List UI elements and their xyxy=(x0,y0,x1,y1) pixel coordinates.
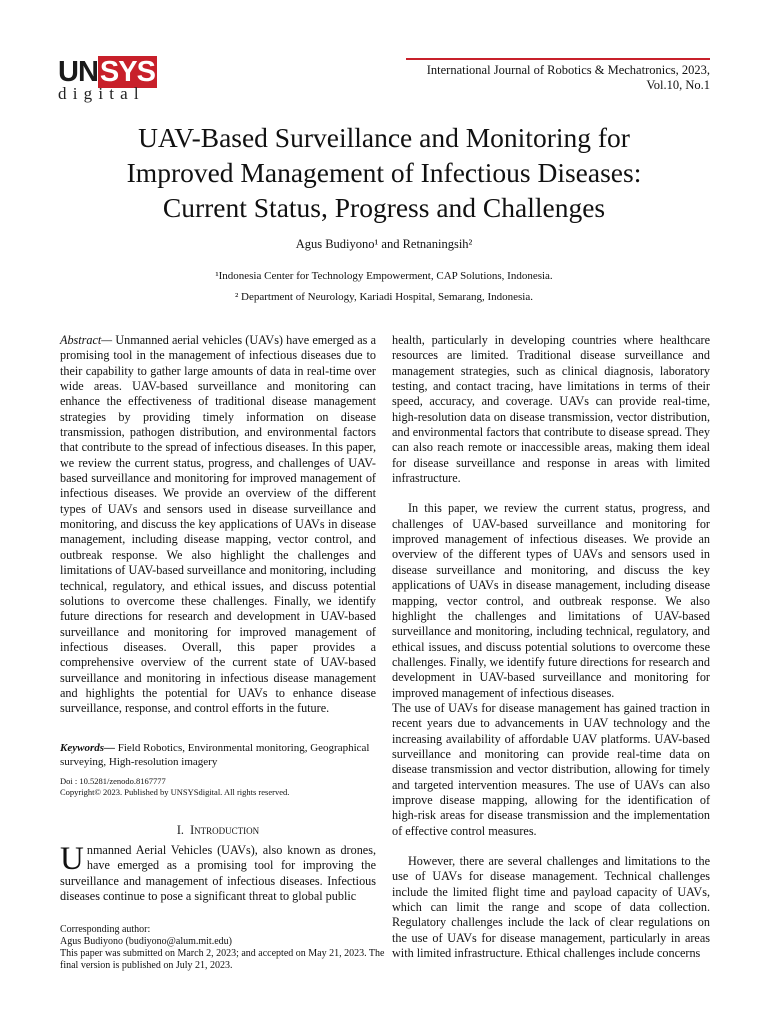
right-column xyxy=(392,333,710,961)
header-rule xyxy=(406,58,710,60)
doi: Doi : 10.5281/zenodo.8167777 xyxy=(60,776,166,786)
journal-line-1: International Journal of Robotics & Mechatronics, 2023, xyxy=(426,63,710,77)
drop-cap: U xyxy=(60,841,84,877)
keywords-text: Field Robotics, Environmental monitoring, Geographical surveying, High-resolution imagery xyxy=(60,742,370,768)
logo-sys: SYS xyxy=(99,56,155,88)
footnote-line-1: Corresponding author: xyxy=(60,924,151,935)
body-paragraph-2: In this paper, we review the current status, progress, and challenges of UAV-based surveillance and monitoring for improved management of infectious diseases. We provide an overview of the different types of UAVs and sensors used in disease surveillance and monitoring, and discuss the key applications of UAVs in disease management, including disease mapping, vector control, and outbreak response. We also highlight the challenges and limitations of UAV-based surveillance and monitoring, including technical, regulatory, and ethical issues, and discuss potential solutions to overcome these challenges. Finally, we identify future directions for research and development in UAV-based surveillance and monitoring for improved management of infectious diseases. xyxy=(392,501,710,700)
journal-citation xyxy=(390,63,710,93)
section-number: I. xyxy=(176,823,184,837)
publisher-logo xyxy=(58,58,168,102)
logo-subtitle: digital xyxy=(58,84,145,103)
logo-un: UN xyxy=(58,56,98,88)
section-heading xyxy=(60,823,376,838)
title-line-1: UAV-Based Surveillance and Monitoring for xyxy=(138,122,630,153)
affiliation-1: ¹Indonesia Center for Technology Empowerment, CAP Solutions, Indonesia. xyxy=(215,270,553,282)
section-title: Introduction xyxy=(190,823,260,837)
intro-paragraph xyxy=(60,843,376,904)
body-paragraph-3: The use of UAVs for disease management has gained traction in recent years due to advancements in UAV technology and the increasing availability of affordable UAV platforms. UAV-based surveillance and monitoring can provide real-time data on disease transmission and vector distribution, allowing for timely and targeted intervention measures. The use of UAVs can also improve disease mapping, allowing for the identification of high-risk areas for disease transmission and the implementation of effective control measures. xyxy=(392,700,710,838)
abstract-text: Unmanned aerial vehicles (UAVs) have emerged as a promising tool in the management of infectious diseases due to their capability to gather large amounts of data in real-time over wide areas. UAV-based surveillance and monitoring can enhance the effectiveness of traditional disease management strategies by providing timely information on disease transmission, pathogen distribution, and environmental factors that contribute to the spread of infectious diseases. In this paper, we review the current status, progress, and challenges of UAV-based surveillance and monitoring for improved management of infectious diseases. We provide an overview of the different types of UAVs and sensors used in disease surveillance and monitoring, and discuss the key applications of UAVs in disease management, including disease mapping, vector control, and outbreak response. We also highlight the challenges and limitations of UAV-based surveillance and monitoring, including technical, regulatory, and ethical issues, and discuss potential solutions to overcome these challenges. Finally, we identify future directions for research and development in UAV-based surveillance and monitoring for improved management of infectious diseases. Overall, this paper provides a comprehensive overview of the current state of UAV-based surveillance and monitoring in infectious disease management and highlights the potential for UAVs to enhance disease surveillance, response, and control efforts in the future. xyxy=(60,333,376,716)
body-paragraph-1: health, particularly in developing countries where healthcare resources are limited. Traditional disease surveillance and management strategies, such as clinical diagnosis, laboratory testing, and contact tracing, have limitations in terms of their speed, accuracy, and coverage. UAVs can provide real-time, high-resolution data on disease transmission, vector distribution, and environmental factors that contribute to disease spread. They can also reach remote or inaccessible areas, making them ideal for disease surveillance and response in areas with limited infrastructure. xyxy=(392,333,710,486)
footnote xyxy=(60,924,390,972)
keywords xyxy=(60,741,376,769)
authors: Agus Budiyono¹ and Retnaningsih² xyxy=(295,237,473,251)
logo-wordmark xyxy=(58,58,168,86)
paper-title xyxy=(60,120,708,225)
title-line-2: Improved Management of Infectious Diseases: xyxy=(126,157,642,188)
footnote-line-2: Agus Budiyono (budiyono@alum.mit.edu) xyxy=(60,936,232,947)
copyright: Copyright© 2023. Published by UNSYSdigital. All rights reserved. xyxy=(60,787,290,797)
journal-line-2: Vol.10, No.1 xyxy=(646,78,710,92)
doi-block xyxy=(60,776,376,798)
body-paragraph-4: However, there are several challenges and limitations to the use of UAVs for disease management. Technical challenges include the limited flight time and payload capacity of UAVs, which can limit the range and scope of data collection. Regulatory challenges include the lack of clear regulations on the use of UAVs for disease management, particularly in areas with limited infrastructure. Ethical challenges include concerns xyxy=(392,854,710,961)
affiliation-2: ² Department of Neurology, Kariadi Hospital, Semarang, Indonesia. xyxy=(235,291,533,303)
title-line-3: Current Status, Progress and Challenges xyxy=(162,192,606,223)
intro-text: nmanned Aerial Vehicles (UAVs), also known as drones, have emerged as a promising tool for improving the surveillance and management of infectious diseases. Infectious diseases continue to pose a significant threat to global public xyxy=(60,843,376,904)
abstract xyxy=(60,333,376,717)
abstract-label: Abstract— xyxy=(60,333,113,347)
footnote-line-3: This paper was submitted on March 2, 2023; and accepted on May 21, 2023. The final version is published on July 21, 2023. xyxy=(60,948,385,971)
keywords-label: Keywords— xyxy=(60,742,115,754)
